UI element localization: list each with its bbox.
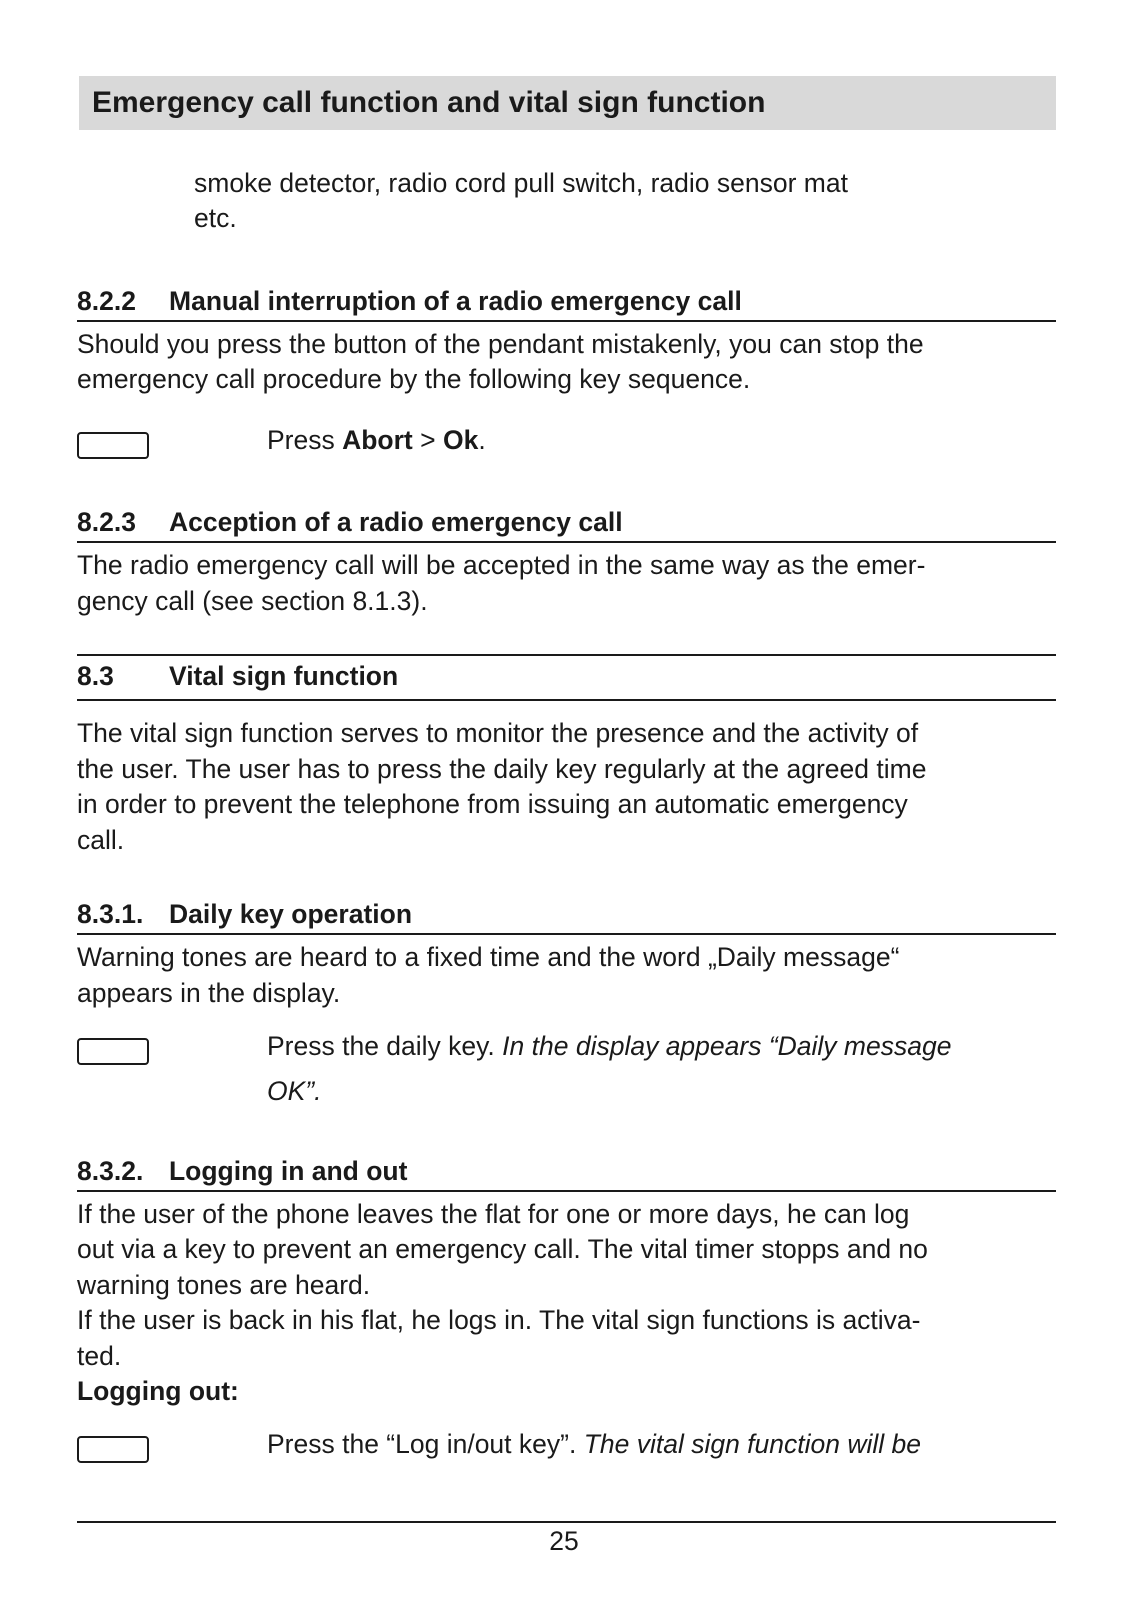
step-result-text: The vital sign function will be [583, 1429, 921, 1459]
section-number: 8.2.3 [77, 507, 136, 537]
paragraph-line: appears in the display. [77, 978, 341, 1008]
paragraph-line: gency call (see section 8.1.3). [77, 586, 428, 616]
section-title: Manual interruption of a radio emergency call [169, 286, 742, 316]
step-daily-key [267, 1029, 951, 1065]
paragraph-line: ted. [77, 1341, 122, 1371]
section-heading-8-3-2 [77, 1155, 407, 1187]
paragraph-line: warning tones are heard. [77, 1270, 371, 1300]
section-heading-8-3-1 [77, 898, 412, 930]
ok-label: Ok [442, 425, 479, 455]
heading-rule [77, 699, 1056, 701]
step-result-text: In the display appears “Daily message [502, 1031, 952, 1061]
key-icon [77, 1038, 149, 1065]
paragraph-line: If the user is back in his flat, he logs in. The vital sign functions is activa- [77, 1305, 921, 1335]
heading-rule [77, 541, 1056, 543]
paragraph-line: the user. The user has to press the daily key regularly at the agreed time [77, 754, 927, 784]
paragraph-line: emergency call procedure by the following key sequence. [77, 364, 751, 394]
step-separator: > [412, 425, 443, 455]
section-number: 8.3.2. [77, 1156, 144, 1186]
section-title: Daily key operation [169, 899, 413, 929]
heading-rule [77, 933, 1056, 935]
section-title: Vital sign function [169, 661, 399, 691]
section-number: 8.3 [77, 661, 114, 691]
section-heading-8-2-3 [77, 506, 623, 538]
page-number: 25 [549, 1526, 579, 1556]
paragraph-line: Warning tones are heard to a fixed time and the word „Daily message“ [77, 942, 900, 972]
step-text: Press [267, 425, 343, 455]
step-log-in-out [267, 1427, 921, 1463]
step-text: Press the “Log in/out key”. [267, 1429, 584, 1459]
paragraph-line: out via a key to prevent an emergency call. The vital timer stopps and no [77, 1234, 928, 1264]
step-abort-ok [267, 423, 486, 459]
paragraph-line: Should you press the button of the pendant mistakenly, you can stop the [77, 329, 924, 359]
step-end: . [478, 425, 486, 455]
paragraph-line: The radio emergency call will be accepted in the same way as the emer- [77, 550, 926, 580]
abort-label: Abort [342, 425, 413, 455]
paragraph-line: The vital sign function serves to monitor the presence and the activity of [77, 718, 919, 748]
step-text: Press the daily key. [267, 1031, 503, 1061]
key-icon [77, 432, 149, 459]
chapter-title: Emergency call function and vital sign function [92, 86, 766, 119]
section-title: Acception of a radio emergency call [169, 507, 623, 537]
step-result-text-cont: OK”. [267, 1076, 322, 1106]
section-heading-8-2-2 [77, 285, 742, 317]
paragraph-line: in order to prevent the telephone from issuing an automatic emergency [77, 789, 908, 819]
section-top-rule [77, 654, 1056, 656]
heading-rule [77, 320, 1056, 322]
section-title: Logging in and out [169, 1156, 408, 1186]
section-number: 8.2.2 [77, 286, 136, 316]
logging-out-label: Logging out: [77, 1376, 239, 1406]
section-heading-8-3 [77, 660, 398, 692]
intro-line-1: smoke detector, radio cord pull switch, radio sensor mat [194, 168, 848, 198]
key-icon [77, 1436, 149, 1463]
footer-rule [77, 1521, 1056, 1523]
section-number: 8.3.1. [77, 899, 144, 929]
paragraph-line: call. [77, 825, 125, 855]
paragraph-line: If the user of the phone leaves the flat for one or more days, he can log [77, 1199, 910, 1229]
heading-rule [77, 1190, 1056, 1192]
intro-line-2: etc. [194, 203, 237, 233]
